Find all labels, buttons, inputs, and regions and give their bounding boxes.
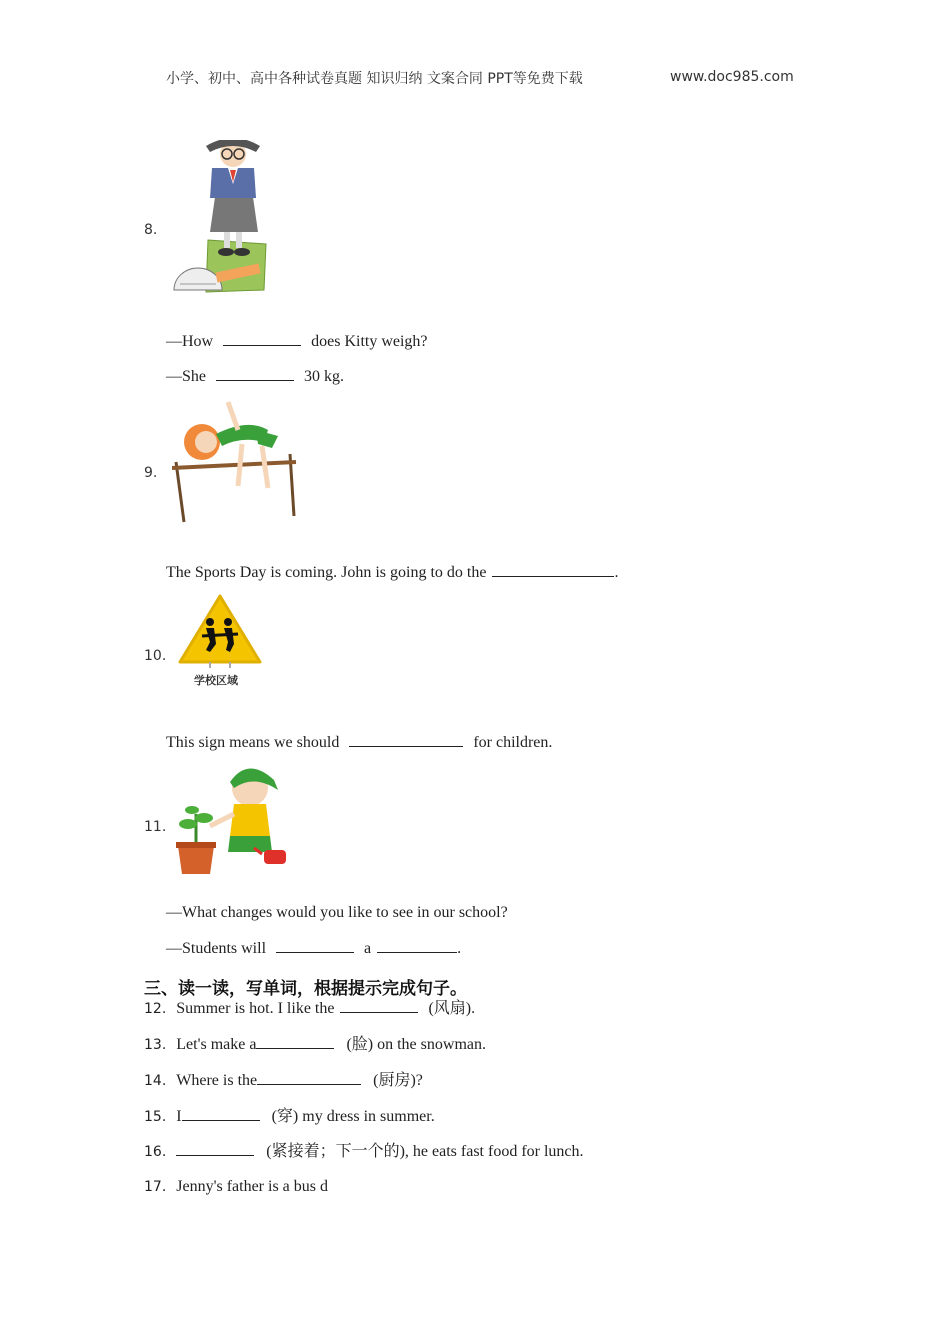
school-zone-sign — [176, 592, 264, 690]
q11-end: . — [457, 940, 462, 957]
item-hint: (厨房)? — [373, 1072, 423, 1089]
q8-text: —She — [166, 368, 206, 385]
item-hint: (紧接着；下一个的), he eats fast food for lunch. — [266, 1143, 584, 1160]
question-number: 9. — [144, 465, 158, 481]
item-number: 16. — [144, 1144, 167, 1160]
answer-blank[interactable] — [257, 1070, 361, 1085]
list-item — [144, 1141, 584, 1162]
item-text: Jenny's father is a bus d — [176, 1178, 329, 1195]
answer-blank[interactable] — [276, 938, 354, 953]
question-number: 11. — [144, 819, 167, 835]
q9-text: The Sports Day is coming. John is going to do the — [166, 564, 487, 581]
item-hint: (穿) my dress in summer. — [271, 1108, 435, 1125]
answer-blank[interactable] — [176, 1141, 254, 1156]
item-number: 12. — [144, 1001, 167, 1017]
list-item — [144, 1106, 435, 1127]
answer-blank[interactable] — [340, 998, 418, 1013]
q10-text: This sign means we should — [166, 734, 340, 751]
girl-on-scale-illustration — [166, 140, 270, 300]
item-text: Where is the — [176, 1072, 258, 1089]
answer-blank[interactable] — [492, 562, 614, 577]
answer-blank[interactable] — [256, 1034, 334, 1049]
item-text: I — [176, 1108, 182, 1125]
list-item — [144, 1070, 423, 1091]
q11-line-2 — [166, 938, 461, 959]
list-item — [144, 1177, 328, 1197]
answer-blank[interactable] — [377, 938, 457, 953]
q8-text: 30 kg. — [304, 368, 344, 385]
boy-planting-illustration — [174, 764, 288, 876]
answer-blank[interactable] — [216, 366, 294, 381]
item-hint: (脸) on the snowman. — [346, 1036, 486, 1053]
list-item — [144, 1034, 486, 1055]
item-number: 13. — [144, 1037, 167, 1053]
list-item — [144, 998, 475, 1019]
item-hint: (风扇). — [428, 1000, 476, 1017]
item-text: Let's make a — [176, 1036, 257, 1053]
q10-line — [166, 732, 552, 753]
q9-line — [166, 562, 618, 583]
header-site-link[interactable]: www.doc985.com — [670, 69, 794, 85]
q8-line-1 — [166, 331, 428, 352]
answer-blank[interactable] — [182, 1106, 260, 1121]
item-number: 14. — [144, 1073, 167, 1089]
item-number: 17. — [144, 1179, 167, 1195]
q11-line-1: —What changes would you like to see in our school? — [166, 904, 508, 921]
item-text: Summer is hot. I like the — [176, 1000, 335, 1017]
item-number: 15. — [144, 1109, 167, 1125]
q10-text: for children. — [473, 734, 553, 751]
q11-text: —Students will — [166, 940, 267, 957]
q8-line-2 — [166, 366, 344, 387]
q8-text: does Kitty weigh? — [311, 333, 428, 350]
question-number: 8. — [144, 222, 158, 238]
section-title: 三、读一读，写单词，根据提示完成句子。 — [144, 979, 467, 999]
q11-text: a — [364, 940, 372, 957]
answer-blank[interactable] — [349, 732, 463, 747]
q9-end: . — [614, 564, 619, 581]
q8-text: —How — [166, 333, 214, 350]
header-text: 小学、初中、高中各种试卷真题 知识归纳 文案合同 PPT等免费下载 — [166, 71, 583, 87]
answer-blank[interactable] — [223, 331, 301, 346]
high-jump-illustration — [168, 400, 298, 524]
question-number: 10. — [144, 648, 167, 664]
sign-caption: 学校区域 — [194, 674, 238, 687]
